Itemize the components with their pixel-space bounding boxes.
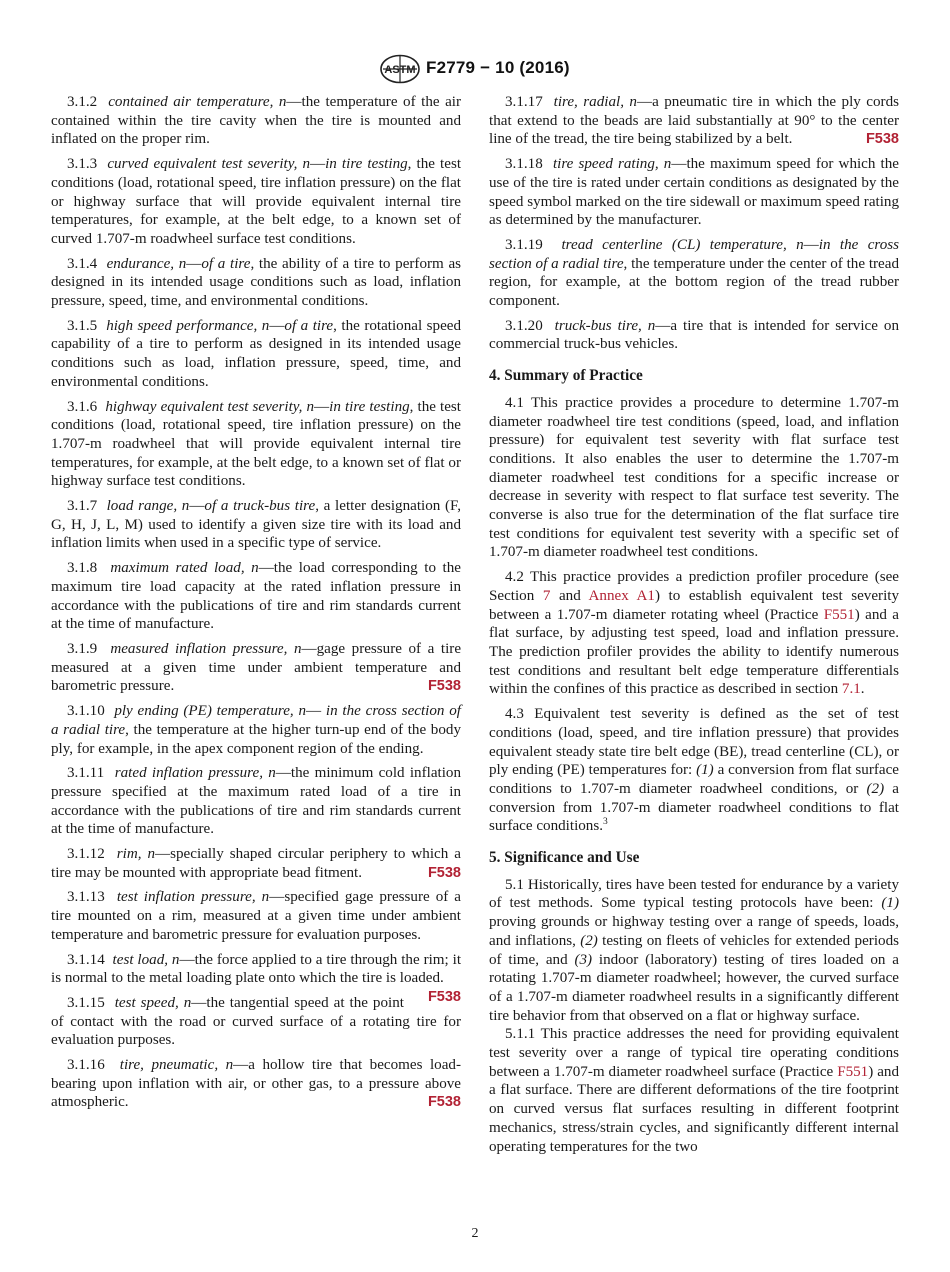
definition-3-1-4: 3.1.4 endurance, n—of a tire, the ability of a tire to perform as designed in its intended usage conditions such as load, inflation pressure, speed, time, and environmental conditions. [51, 255, 462, 310]
definition-3-1-13: 3.1.13 test inflation pressure, n—specified gage pressure of a tire mounted on a rim, measured at a given time under ambient temperature and barometric pressure for evaluation purposes. [51, 889, 462, 943]
definition-number: 3.1.2 [67, 94, 98, 110]
definition-qualifier: in the cross section of a radial tire [51, 703, 461, 738]
definition-3-1-14: 3.1.14 test load, n—the force applied to a tire through the rim; it is normal to the metal loading plate onto which the tire is loaded. F538 [51, 951, 462, 1005]
reference-link[interactable]: F538 [865, 131, 899, 148]
definition-number: 3.1.8 [67, 560, 98, 577]
definition-text: the minimum cold inflation pressure specified at the maximum rated load of a tire in accordance with the publications of tire and rim standards current at the time of manufacture. [51, 765, 461, 838]
definition-text: a pneumatic tire in which the ply cords that extend to the beads are laid substantially at 90° to the center line of the tread, the tire being stabilized by a belt. [489, 94, 899, 148]
definition-text: a tire that is intended for service on commercial truck-bus vehicles. [489, 317, 899, 353]
definition-3-1-18: 3.1.18 tire speed rating, n—the maximum speed for which the use of the tire is rated under certain conditions as designated by the speed symbol marked on the tire sidewall or maximum speed rating as determined by the manufacturer. [489, 156, 899, 229]
definition-3-1-15: 3.1.15 test speed, n—the tangential speed at the point of contact with the road or curved surface of a rotating tire for evaluation purposes. [51, 994, 461, 1049]
definition-3-1-3: 3.1.3 curved equivalent test severity, n—in tire testing, the test conditions (load, rotational speed, tire inflation pressure) on the flat or highway surface that will provide equivalent internal tire temperatures, for example, at the belt edge, to a known set of curved 1.707-m roadwheel surface test conditions. [51, 156, 462, 247]
page-number: 2 [471, 1226, 479, 1241]
definition-3-1-17: 3.1.17 tire, radial, n—a pneumatic tire in which the ply cords that extend to the beads are laid substantially at 90° to the center line of the tread, the tire being stabilized by a belt. F538 [489, 94, 899, 148]
definition-3-1-5: 3.1.5 high speed performance, n—of a tire, the rotational speed capability of a tire to perform as designed in its intended usage conditions such as load, inflation pressure, speed, time, and environmental conditions. [51, 317, 462, 390]
paragraph-4-1: 4.1 This practice provides a procedure to determine 1.707-m diameter roadwheel tire test conditions (speed, load, and inflation pressure) for equivalent test severity with flat surface test conditions. It also enables the user to determine the 1.707-m diameter roadwheel test conditions for a specific increase or decrease in severity with respect to flat surface test severity. The converse is also true for the determination of the flat surface tire test conditions for equivalent test severity with a specific set of 1.707-m diameter roadwheel test conditions. [489, 394, 899, 561]
definition-3-1-16: 3.1.16 tire, pneumatic, n—a hollow tire that becomes load-bearing upon inflation with air, or other gas, to a pressure above atmospheric. F538 [51, 1057, 461, 1111]
definition-term: truck-bus tire, n [554, 317, 656, 334]
link-section-7-1[interactable]: 7.1 [841, 681, 861, 698]
definition-number: 3.1.18 [505, 156, 543, 173]
definition-qualifier: of a tire [284, 317, 334, 334]
reference-link[interactable]: F538 [427, 988, 461, 1005]
right-column [489, 93, 899, 1162]
definition-qualifier: of a tire [201, 255, 251, 272]
definition-term: ply ending (PE) temperature, n [114, 703, 306, 720]
definition-number: 3.1.3 [67, 156, 98, 173]
paragraph-5-1-1: 5.1.1 This practice addresses the need for providing equivalent test severity over a range of typical tire operating conditions between a 1.707-m diameter roadwheel surface (Practice F551) and a flat surface. There are different deformations of the tire footprint on curved versus flat surfaces resulting in different footprint mechanics, stress/strain cycles, and significantly different internal operating temperatures for the two [489, 1026, 899, 1155]
page-header [0, 54, 950, 88]
definition-3-1-11: 3.1.11 rated inflation pressure, n—the minimum cold inflation pressure specified at the maximum rated load of a tire in accordance with the publications of tire and rim standards current at the time of manufacture. [51, 765, 461, 838]
definition-number: 3.1.11 [67, 765, 105, 782]
definition-3-1-20: 3.1.20 truck-bus tire, n—a tire that is intended for service on commercial truck-bus vehicles. [489, 317, 899, 353]
definition-term: endurance, n [106, 255, 187, 272]
definition-term: maximum rated load, n [110, 560, 259, 577]
definition-text: the rotational speed capability of a tire to perform as designed in its intended usage conditions such as load, inflation pressure, speed, time, and environmental conditions. [51, 317, 462, 390]
definition-text: the test conditions (load, rotational speed, tire inflation pressure) on the flat or highway surface that will provide equivalent internal tire temperatures, for example, at the belt edge, to a known set of curved 1.707-m roadwheel surface test conditions. [51, 156, 462, 247]
definition-term: tire, pneumatic, n [119, 1057, 234, 1074]
definition-number: 3.1.19 [505, 236, 543, 253]
definition-number: 3.1.14 [67, 951, 105, 968]
definitions-continued [489, 93, 899, 354]
definition-number: 3.1.17 [505, 94, 543, 110]
definition-text: the tangential speed at the point of contact with the road or curved surface of a rotating tire for evaluation purposes. [51, 994, 461, 1049]
definition-text: gage pressure of a tire measured at a given time under ambient temperature and barometric pressure. [51, 640, 462, 695]
footnote-ref[interactable]: 3 [603, 817, 608, 828]
definition-3-1-19: 3.1.19 tread centerline (CL) temperature, n—in the cross section of a radial tire, the temperature under the center of the tread region, for example, at the bottom region of the tread rubber component. [489, 236, 900, 310]
definition-qualifier: in tire testing [329, 398, 410, 415]
reference-link[interactable]: F538 [427, 1094, 461, 1111]
link-section-7[interactable]: 7 [542, 587, 551, 604]
definition-term: load range, n [106, 498, 190, 515]
definition-term: highway equivalent test severity, n [105, 398, 315, 415]
definition-number: 3.1.9 [67, 640, 98, 657]
definition-qualifier: of a truck-bus tire [204, 498, 316, 515]
reference-link[interactable]: F538 [427, 678, 461, 695]
definition-3-1-2: 3.1.2 contained air temperature, n—the temperature of the air contained within the tire cavity when the tire is mounted and inflated on the proper rim. [51, 94, 461, 148]
definition-number: 3.1.13 [67, 889, 105, 906]
definition-term: test speed, n [114, 994, 192, 1011]
definition-number: 3.1.5 [67, 317, 98, 334]
svg-text:ASTM: ASTM [384, 64, 416, 76]
definition-text: the maximum speed for which the use of the tire is rated under certain conditions as designated by the speed symbol marked on the tire sidewall or maximum speed rating as determined by the manufacturer. [489, 156, 899, 229]
definition-term: measured inflation pressure, n [110, 640, 302, 657]
paragraph-4-3: 4.3 Equivalent test severity is defined as the set of test conditions (load, speed, and tire inflation pressure) that provides equivalent steady state tire belt edge (BE), tread centerline (CL), or ply ending (PE) temperatures for: (1) a conversion from flat surface conditions to 1.707-m diameter roadwheel conditions, or (2) a conversion from 1.707-m diameter roadwheel conditions to flat surface conditions.$^3$ [489, 706, 899, 835]
definition-term: high speed performance, n [106, 317, 270, 334]
definition-text: a letter designation (F, G, H, J, L, M) used to identify a given size tire with its load and inflation limits when used in a specific type of service. [51, 498, 462, 552]
reference-link[interactable]: F538 [427, 864, 461, 881]
section-4-heading: 4. Summary of Practice [489, 367, 643, 385]
link-f551[interactable]: F551 [823, 606, 855, 623]
definition-number: 3.1.6 [67, 398, 98, 415]
definition-term: tread centerline (CL) temperature, n [561, 236, 804, 253]
definition-term: tire speed rating, n [552, 156, 672, 173]
definition-term: rim, n [116, 846, 156, 863]
section-5-heading: 5. Significance and Use [489, 849, 640, 867]
definition-text: the temperature under the center of the tread region, for example, at the bottom region of the tread rubber component. [489, 255, 900, 310]
definition-term: contained air temperature, n [108, 94, 287, 110]
definition-text: the load corresponding to the maximum tire load capacity at the rated inflation pressure in accordance with the publications of tire and rim standards current at the time of manufacture. [51, 560, 461, 633]
definition-3-1-7: 3.1.7 load range, n—of a truck-bus tire, a letter designation (F, G, H, J, L, M) used to identify a given size tire with its load and inflation limits when used in a specific type of service. [51, 498, 462, 552]
astm-logo-icon [379, 54, 421, 89]
definition-text: the test conditions (load, rotational speed, tire inflation pressure) on the 1.707-m roadwheel that will provide equivalent internal tire temperatures, for example, at the belt edge, to a known set of flat or highway surface test conditions. [51, 398, 462, 490]
definition-qualifier: in the cross section of a radial tire [489, 236, 899, 272]
link-annex-a1[interactable]: Annex A1 [588, 587, 655, 604]
definition-3-1-9: 3.1.9 measured inflation pressure, n—gage pressure of a tire measured at a given time under ambient temperature and barometric pressure. F538 [51, 640, 462, 695]
definition-term: tire, radial, n [553, 94, 637, 110]
definition-number: 3.1.15 [67, 994, 105, 1011]
definition-text: specially shaped circular periphery to which a tire may be mounted with appropriate bead fitment. [51, 846, 461, 881]
definition-number: 3.1.4 [67, 255, 98, 272]
definition-number: 3.1.7 [67, 498, 98, 515]
definition-text: specified gage pressure of a tire mounted on a rim, measured at a given time under ambient temperature and barometric pressure for evaluation purposes. [51, 889, 462, 943]
definition-term: rated inflation pressure, n [114, 765, 276, 782]
definition-3-1-8: 3.1.8 maximum rated load, n—the load corresponding to the maximum tire load capacity at the rated inflation pressure in accordance with the publications of tire and rim standards current at the time of manufacture. [51, 560, 461, 633]
standard-designation: F2779 − 10 (2016) [426, 58, 570, 77]
definition-3-1-10: 3.1.10 ply ending (PE) temperature, n— in the cross section of a radial tire, the temperature at the higher turn-up end of the body ply, for example, in the apex component region of the ending. [51, 703, 461, 757]
definition-text: the temperature at the higher turn-up end of the body ply, for example, in the apex component region of the ending. [51, 721, 461, 757]
definition-qualifier: in tire testing [325, 156, 408, 173]
definition-number: 3.1.10 [67, 703, 105, 720]
definition-3-1-12: 3.1.12 rim, n—specially shaped circular periphery to which a tire may be mounted with appropriate bead fitment. F538 [51, 846, 461, 881]
definition-text: a hollow tire that becomes load-bearing upon inflation with air, or other gas, to a pressure above atmospheric. [51, 1057, 461, 1111]
definition-text: the force applied to a tire through the rim; it is normal to the metal loading plate onto which the tire is loaded. [51, 951, 462, 987]
definition-text: the temperature of the air contained within the tire cavity when the tire is mounted and inflated on the proper rim. [51, 94, 461, 148]
paragraph-5-1: 5.1 Historically, tires have been tested for endurance by a variety of test methods. Some typical testing protocols have been: (1) proving grounds or highway testing over a range of speeds, loads, and inflations, (2) testing on fleets of vehicles for extended periods of time, and (3) indoor (laboratory) testing of tires loaded on a rotating 1.707-m diameter roadwheel; however, the curved surface of a 1.707-m diameter roadwheel results in a significantly different tire behavior from that observed on a flat or highway surface. [489, 876, 899, 1024]
definition-term: curved equivalent test severity, n [107, 156, 311, 173]
definition-number: 3.1.12 [67, 846, 105, 863]
definition-term: test load, n [112, 951, 180, 968]
definition-term: test inflation pressure, n [116, 889, 270, 906]
definition-number: 3.1.20 [505, 317, 543, 334]
link-f551-2[interactable]: F551 [837, 1063, 869, 1080]
definition-3-1-6: 3.1.6 highway equivalent test severity, n—in tire testing, the test conditions (load, rotational speed, tire inflation pressure) on the 1.707-m roadwheel that will provide equivalent internal tire temperatures, for example, at the belt edge, to a known set of flat or highway surface test conditions. [51, 398, 462, 490]
left-column [51, 93, 461, 1118]
paragraph-4-2: 4.2 This practice provides a prediction profiler procedure (see Section 7 and Annex A1) to establish equivalent test severity between a 1.707-m diameter rotating wheel (Practice F551) and a flat surface, by adjusting test speed, load and inflation pressure. The prediction profiler provides the ability to identify numerous test conditions and resultant belt edge temperature differentials within the confines of this practice as described in section 7.1. [489, 569, 899, 698]
definition-text: the ability of a tire to perform as designed in its intended usage conditions such as load, inflation pressure, speed, time, and environmental conditions. [51, 255, 462, 310]
definition-number: 3.1.16 [67, 1057, 105, 1074]
